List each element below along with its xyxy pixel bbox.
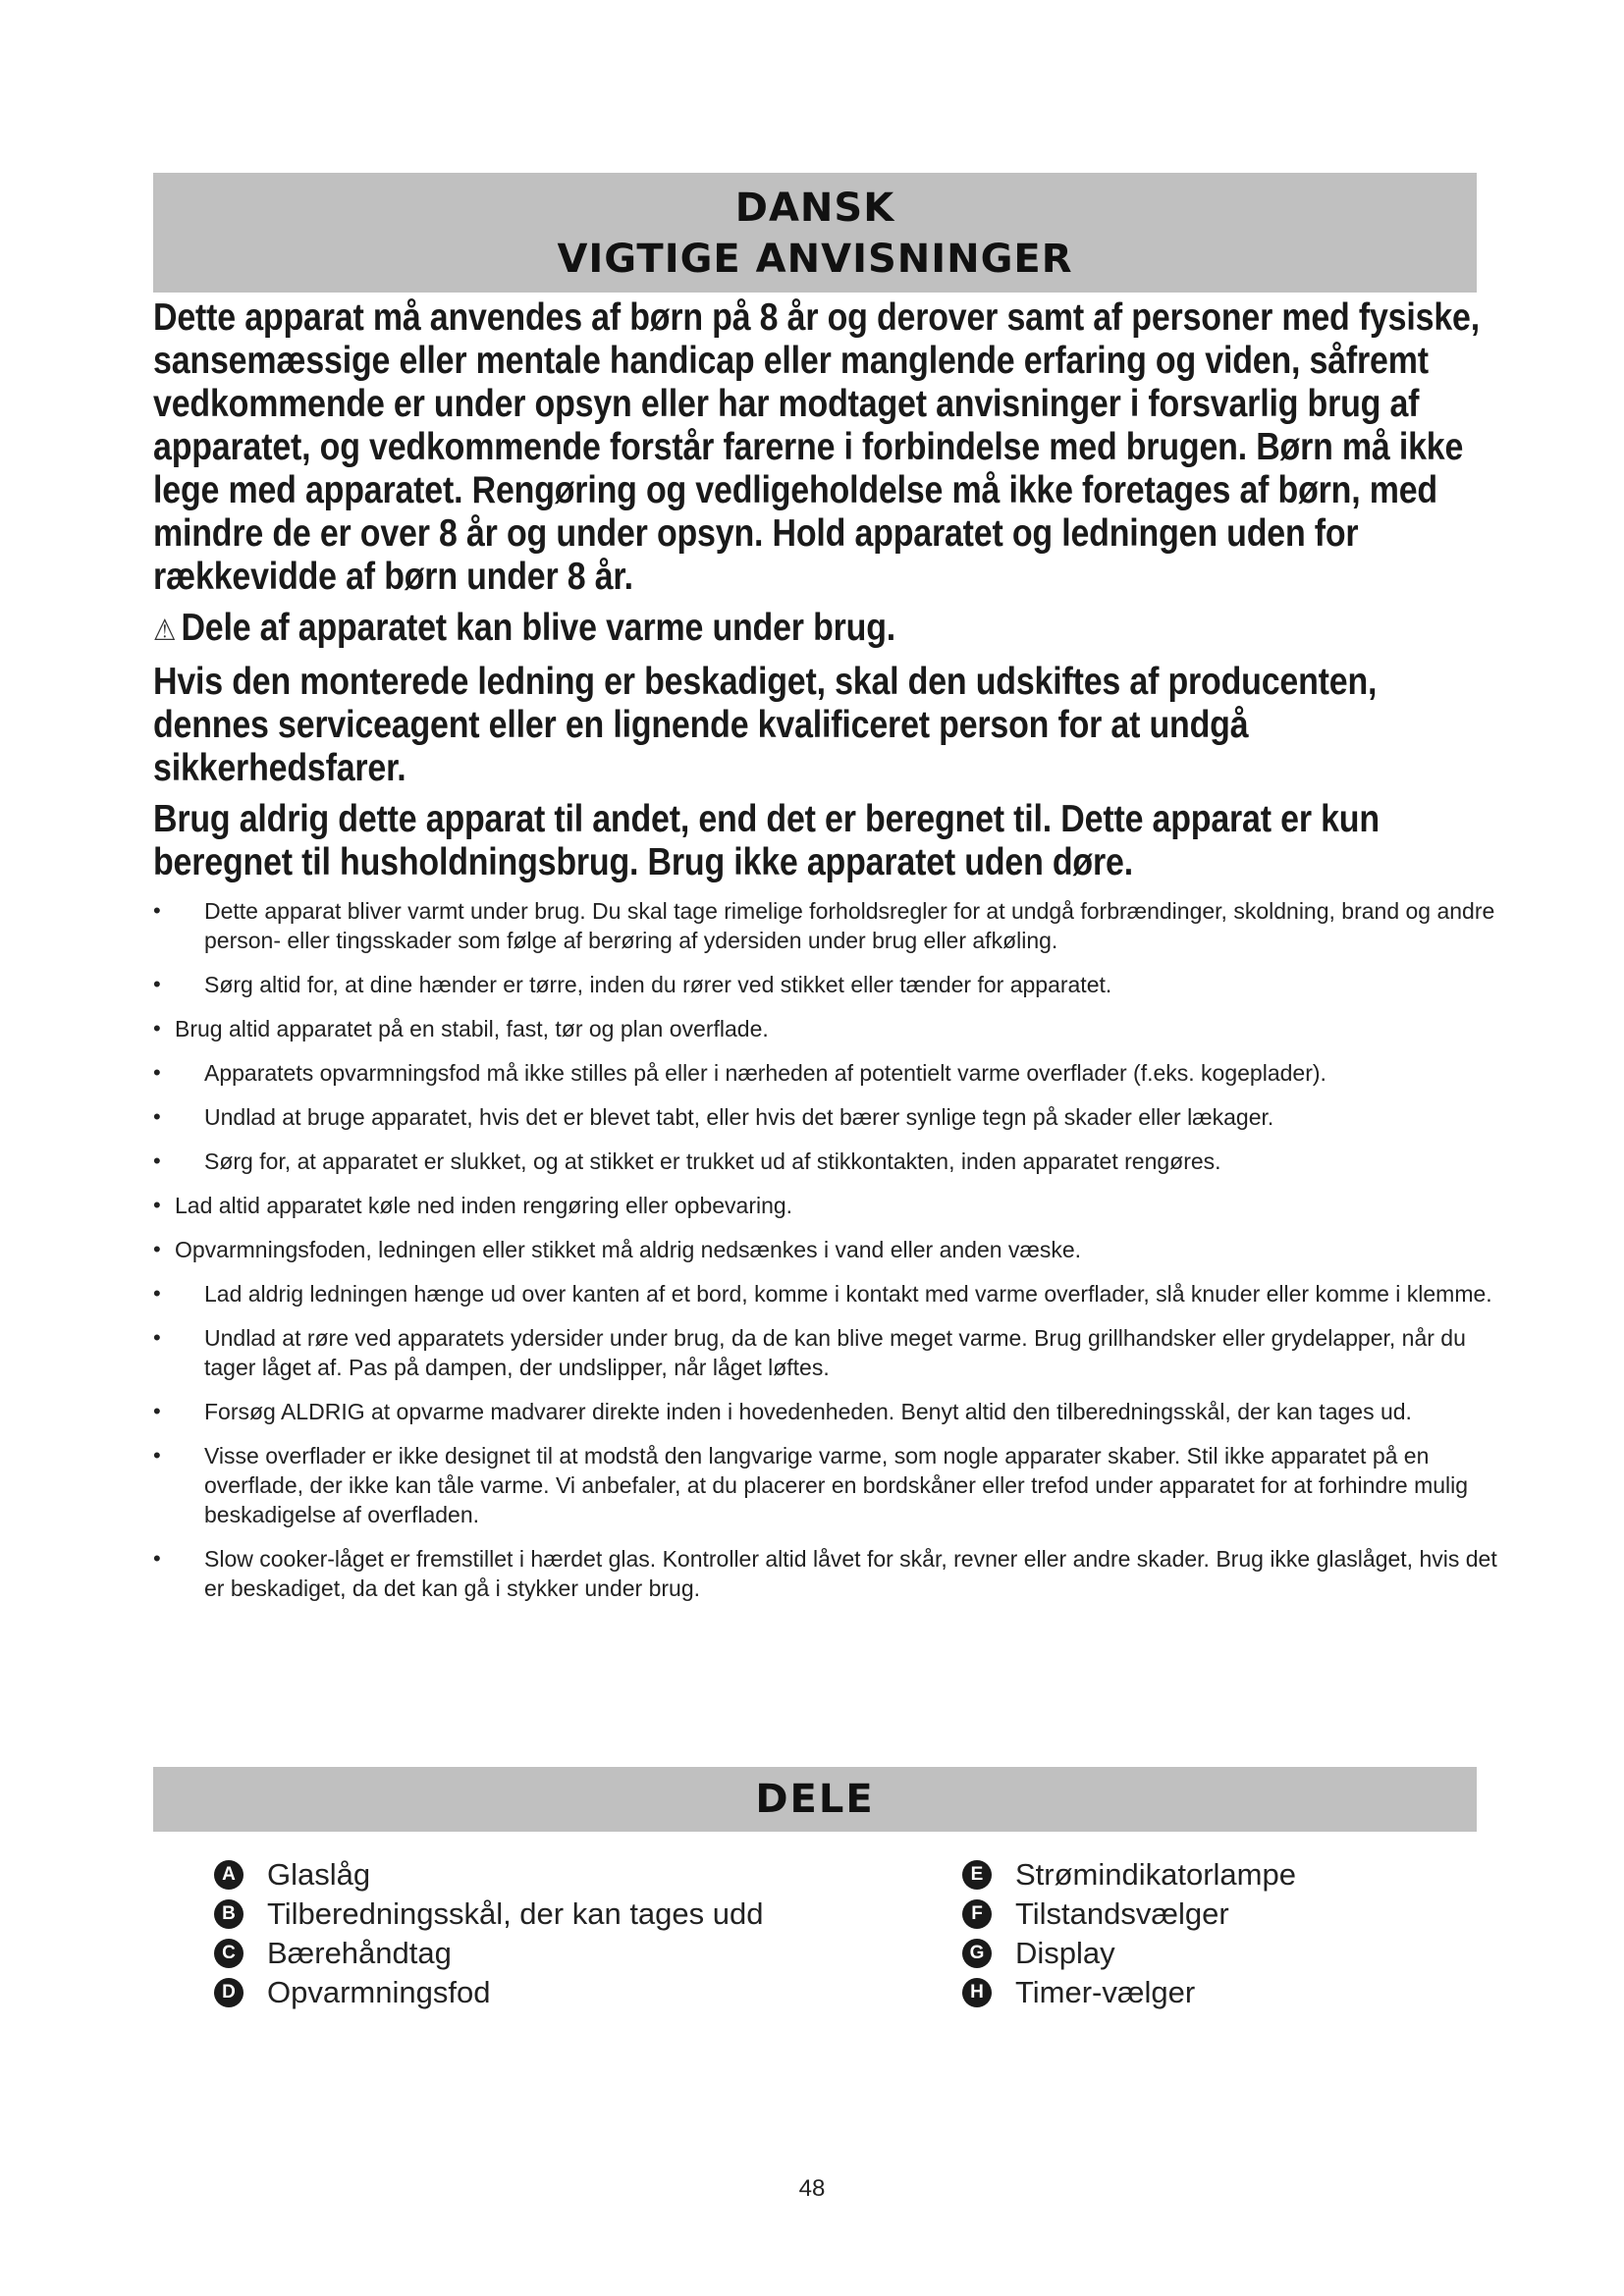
list-item: • Apparatets opvarmningsfod må ikke stilles på eller i nærheden af potentielt varme overflader (f.eks. kogeplader). xyxy=(153,1058,1510,1088)
list-item: • Brug altid apparatet på en stabil, fast, tør og plan overflade. xyxy=(153,1014,1481,1043)
part-letter-badge: E xyxy=(962,1860,992,1890)
list-item: • Opvarmningsfoden, ledningen eller stikket må aldrig nedsænkes i vand eller anden væske. xyxy=(153,1235,1481,1264)
parts-header-band xyxy=(153,1767,1477,1832)
section-title: VIGTIGE ANVISNINGER xyxy=(557,237,1073,282)
intro-warnings xyxy=(153,296,1489,884)
list-item: • Slow cooker-låget er fremstillet i hærdet glas. Kontroller altid låvet for skår, revner eller andre skader. Brug ikke glaslåget, hvis det er beskadiget, da det kan gå i stykker under brug. xyxy=(153,1544,1510,1603)
list-item: • Sørg altid for, at dine hænder er tørre, inden du rører ved stikket eller tænder for apparatet. xyxy=(153,970,1510,999)
part-item xyxy=(962,1934,1296,1973)
part-item xyxy=(962,1895,1296,1934)
part-label: Tilstandsvælger xyxy=(1015,1896,1229,1931)
part-label: Timer-vælger xyxy=(1015,1975,1196,2009)
header-band xyxy=(153,173,1477,293)
part-letter-badge: A xyxy=(214,1860,244,1890)
intro-paragraph-household: Brug aldrig dette apparat til andet, end det er beregnet til. Dette apparat er kun beregnet til husholdningsbrug. Brug ikke apparatet uden døre. xyxy=(153,798,1380,883)
part-item xyxy=(214,1934,764,1973)
intro-paragraph-children: Dette apparat må anvendes af børn på 8 år og derover samt af personer med fysiske, sansemæssige eller mentale handicap eller manglende erfaring og viden, såfremt vedkommende er under opsyn eller har modtaget anvisninger i forsvarlig brug af apparatet, og vedkommende forstår farerne i forbindelse med brugen. Børn må ikke lege med apparatet. Rengøring og vedligeholdelse må ikke foretages af børn, med mindre de er over 8 år og under opsyn. Hold apparatet og ledningen uden for rækkevidde af børn under 8 år. xyxy=(153,296,1480,598)
intro-paragraph-hot-parts xyxy=(153,607,1486,653)
part-label: Bærehåndtag xyxy=(267,1936,452,1970)
part-letter-badge: H xyxy=(962,1978,992,2007)
parts-column-left xyxy=(214,1855,764,2012)
list-item: • Undlad at bruge apparatet, hvis det er blevet tabt, eller hvis det bærer synlige tegn på skader eller lækager. xyxy=(153,1102,1510,1132)
list-item: • Lad altid apparatet køle ned inden rengøring eller opbevaring. xyxy=(153,1191,1481,1220)
part-item xyxy=(214,1973,764,2012)
page-number: 48 xyxy=(798,2175,826,2202)
list-item: • Undlad at røre ved apparatets ydersider under brug, da de kan blive meget varme. Brug grillhandsker eller grydelapper, når du tager låget af. Pas på dampen, der undslipper, når låget løftes. xyxy=(153,1323,1510,1382)
parts-title: DELE xyxy=(755,1777,875,1822)
part-letter-badge: G xyxy=(962,1939,992,1968)
part-item xyxy=(962,1973,1296,2012)
list-item: • Forsøg ALDRIG at opvarme madvarer direkte inden i hovedenheden. Benyt altid den tilberedningsskål, der kan tages ud. xyxy=(153,1397,1510,1426)
list-item: • Visse overflader er ikke designet til at modstå den langvarige varme, som nogle apparater skaber. Stil ikke apparatet på en overflade, der ikke kan tåle varme. Vi anbefaler, at du placerer en bordskåner eller trefod under apparatet for at forhindre mulig beskadigelse af overfladen. xyxy=(153,1441,1510,1529)
parts-column-right xyxy=(962,1855,1296,2012)
part-label: Opvarmningsfod xyxy=(267,1975,491,2009)
list-item: • Dette apparat bliver varmt under brug. Du skal tage rimelige forholdsregler for at undgå forbrændinger, skoldning, brand og andre person- eller tingsskader som følge af berøring af ydersiden under brug eller afkøling. xyxy=(153,896,1510,955)
part-item xyxy=(214,1855,764,1895)
part-label: Strømindikatorlampe xyxy=(1015,1857,1296,1892)
part-item xyxy=(962,1855,1296,1895)
part-label: Display xyxy=(1015,1936,1115,1970)
part-letter-badge: B xyxy=(214,1899,244,1929)
parts-list xyxy=(214,1855,1392,2022)
part-label: Glaslåg xyxy=(267,1857,371,1892)
part-label: Tilberedningsskål, der kan tages udd xyxy=(267,1896,764,1931)
list-item: • Sørg for, at apparatet er slukket, og at stikket er trukket ud af stikkontakten, inden apparatet rengøres. xyxy=(153,1147,1510,1176)
main-content xyxy=(153,296,1497,1618)
part-letter-badge: F xyxy=(962,1899,992,1929)
list-item: • Lad aldrig ledningen hænge ud over kanten af et bord, komme i kontakt med varme overflader, slå knuder eller komme i klemme. xyxy=(153,1279,1510,1308)
intro-paragraph-cord: Hvis den monterede ledning er beskadiget, skal den udskiftes af producenten, dennes serviceagent eller en lignende kvalificeret person for at undgå sikkerhedsfarer. xyxy=(153,661,1378,789)
language-heading: DANSK xyxy=(734,186,895,231)
safety-bullet-list xyxy=(153,896,1497,1603)
part-letter-badge: D xyxy=(214,1978,244,2007)
warning-triangle-icon: ⚠ xyxy=(153,614,177,647)
part-item xyxy=(214,1895,764,1934)
hot-parts-text: Dele af apparatet kan blive varme under brug. xyxy=(181,607,896,649)
part-letter-badge: C xyxy=(214,1939,244,1968)
